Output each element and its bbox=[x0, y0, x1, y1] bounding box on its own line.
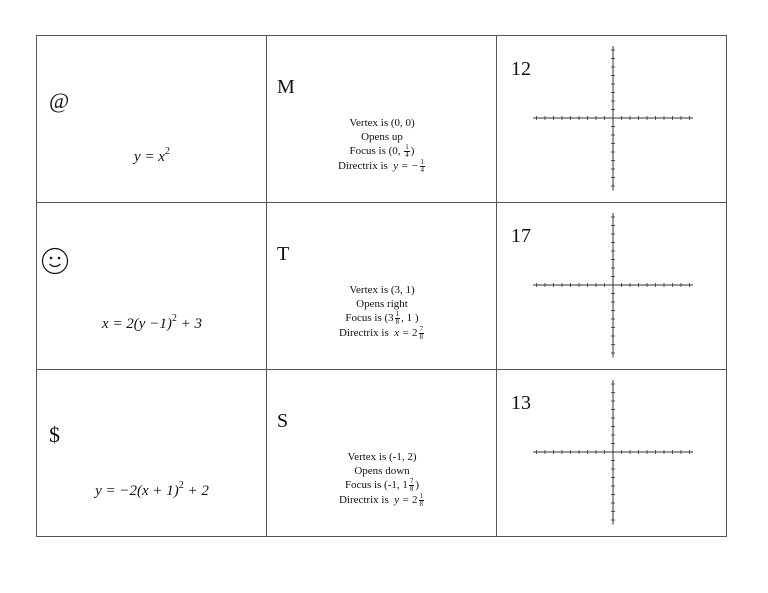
equation-cell bbox=[37, 36, 267, 203]
card-number: 17 bbox=[511, 225, 531, 247]
card-symbol: @ bbox=[49, 88, 70, 113]
graph-cell bbox=[497, 36, 726, 203]
description-cell bbox=[267, 36, 497, 203]
table-row bbox=[37, 36, 726, 203]
description-cell bbox=[267, 203, 497, 370]
parabola-equation: $x = 2(y -1)^2 + 3$ bbox=[102, 313, 202, 332]
vertex-text: Vertex is (0, 0) bbox=[349, 117, 415, 129]
directrix-text: Directrix is x = 2 $\frac{7}{8}$ bbox=[338, 325, 424, 341]
focus-text: Focus is (3 $\frac{1}{8}$ , 1 ) bbox=[345, 310, 419, 326]
parabola-description bbox=[267, 450, 497, 508]
equation-cell bbox=[37, 370, 267, 537]
table-row bbox=[37, 370, 726, 537]
coordinate-axes bbox=[533, 46, 693, 196]
graph-cell bbox=[497, 370, 726, 537]
matching-cards-table bbox=[36, 35, 727, 537]
card-letter: M bbox=[277, 76, 295, 98]
equation-cell bbox=[37, 203, 267, 370]
smiley-face-icon bbox=[41, 247, 69, 275]
parabola-equation: $y = -2(x + 1)^2 + 2$ bbox=[95, 480, 209, 499]
coordinate-axes bbox=[533, 380, 693, 530]
card-symbol: $ bbox=[49, 422, 60, 447]
coordinate-axes bbox=[533, 213, 693, 363]
parabola-equation: $y = x^2$ bbox=[134, 146, 170, 165]
opens-text: Opens up bbox=[361, 131, 403, 143]
card-number: 12 bbox=[511, 58, 531, 80]
directrix-text: Directrix is y = − $\frac{1}{4}$ bbox=[337, 158, 425, 174]
vertex-text: Vertex is (-1, 2) bbox=[347, 451, 417, 463]
vertex-text: Vertex is (3, 1) bbox=[349, 284, 415, 296]
focus-text: Focus is (-1, 1 $\frac{7}{8}$ ) bbox=[344, 477, 420, 493]
focus-text: Focus is (0, $\frac{1}{4}$ ) bbox=[349, 143, 415, 159]
opens-text: Opens right bbox=[356, 298, 408, 310]
opens-text: Opens down bbox=[354, 465, 410, 477]
table-row bbox=[37, 203, 726, 370]
description-cell bbox=[267, 370, 497, 537]
parabola-description bbox=[267, 283, 497, 341]
card-letter: T bbox=[277, 243, 290, 265]
graph-cell bbox=[497, 203, 726, 370]
card-letter: S bbox=[277, 410, 289, 432]
parabola-description bbox=[267, 116, 497, 174]
directrix-text: Directrix is y = 2 $\frac{1}{8}$ bbox=[338, 492, 424, 508]
card-number: 13 bbox=[511, 392, 531, 414]
